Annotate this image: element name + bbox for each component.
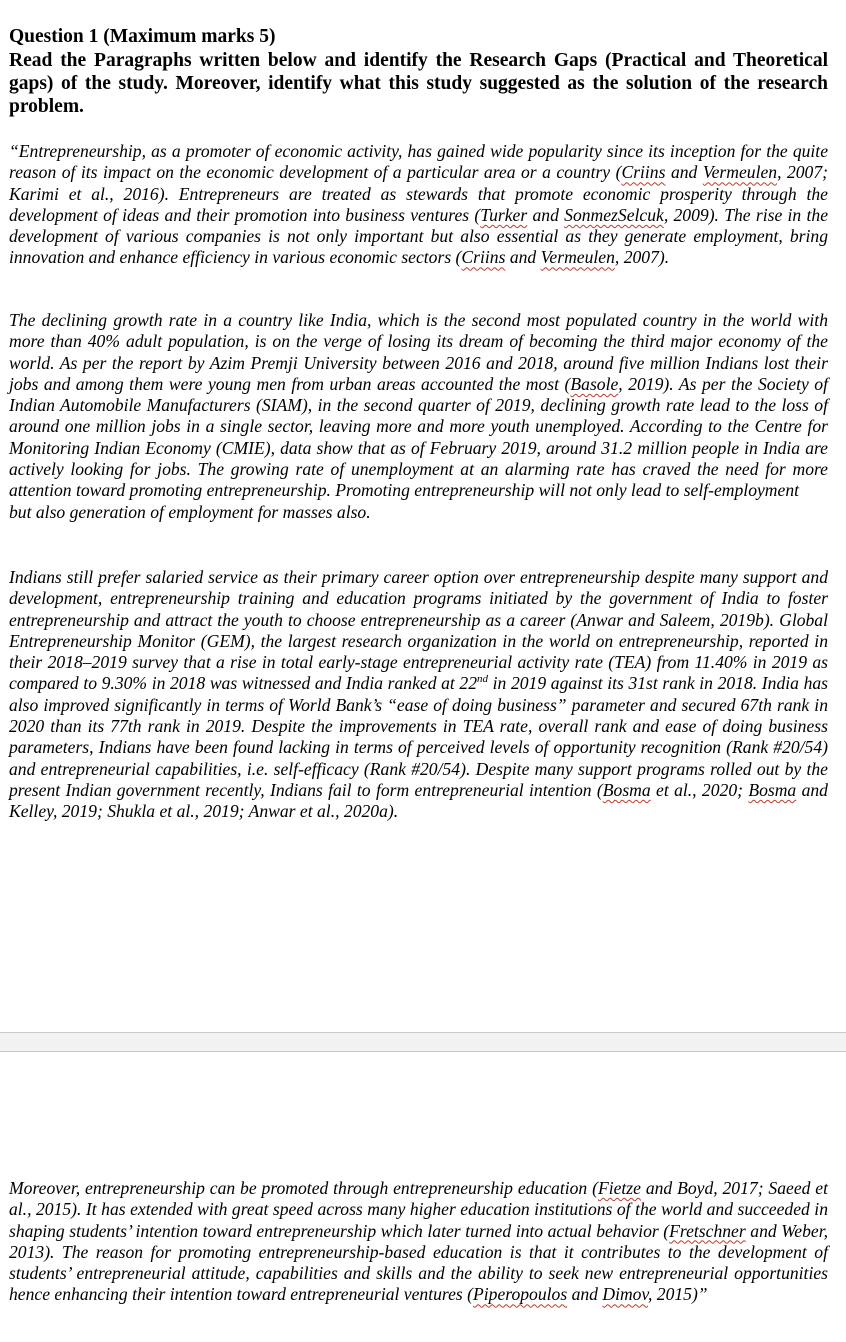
text-run: The declining growth rate in a country like India, which is the second most populated country in the world with more than 40% adult population, is on the verge of losing its dream of becoming the third major economy of the world. As per the report by Azim Premji University between 2016 and 2018, around five million Indians lost their jobs and among them were young men from urban areas accounted the most ( — [9, 310, 828, 394]
spellcheck-word: Basole — [570, 373, 619, 394]
text-run: , 2015)” — [647, 1284, 708, 1305]
paragraph-2 — [9, 310, 828, 523]
superscript: nd — [477, 673, 489, 686]
text-run: and — [505, 247, 541, 268]
spellcheck-word: Vermeulen — [540, 247, 615, 268]
spellcheck-word: SonmezSelcuk — [564, 204, 664, 225]
text-run: , 2007; Karimi et al., 2016). Entrepreneurs are treated as stewards that promote economic prosperity through the development of ideas and their promotion into business ventures ( — [9, 162, 828, 225]
text-run: , 2009). The rise in the development of various companies is not only important but also essential as they generate employment, bring innovation and enhance efficiency in various economic sectors ( — [9, 204, 828, 268]
text-run: and — [567, 1284, 603, 1305]
spellcheck-word: Criins — [621, 162, 666, 183]
spellcheck-word: Turker — [480, 204, 528, 225]
paragraph-1 — [9, 141, 828, 269]
text-run: , 2019). As per the Society of Indian Automobile Manufacturers (SIAM), in the second quarter of 2019, declining growth rate lead to the loss of around one million jobs in a single sector, leaving more and more youth unemployed. According to the Centre for Monitoring Indian Economy (CMIE), data show that as of February 2019, around 31.2 million people in India are actively looking for jobs. The growing rate of unemployment at an alarming rate has craved the need for more attention toward promoting entrepreneurship. Promoting entrepreneurship will not only lead to self-employment — [9, 373, 828, 501]
paragraph-4 — [9, 1178, 828, 1306]
spellcheck-word: Fietze — [597, 1178, 641, 1198]
spellcheck-word: Criins — [461, 247, 506, 268]
question-title: Question 1 (Maximum marks 5) — [9, 26, 276, 47]
text-run: and Weber, 2013). The reason for promoting entrepreneurship-based education is that it contributes to the development of students’ entrepreneurial attitude, capabilities and skills and the ability to seek new entrepreneurial opportunities hence enhancing their intention toward entrepreneurial ventures ( — [9, 1220, 829, 1305]
spellcheck-word: Fretschner — [669, 1220, 746, 1241]
text-run: in 2019 against its 31st rank in 2018. India has also improved significantly in terms of World Bank’s “ease of doing business” parameter and secured 67th rank in 2020 than its 77th rank in 2019. Despite the improvements in TEA rate, overall rank and ease of doing business parameters, Indians have been found lacking in terms of perceived levels of opportunity recognition (Rank #20/54) and entrepreneurial capabilities, i.e. self-efficacy (Rank #20/54). Despite many support programs rolled out by the present Indian government recently, Indians fail to form entrepreneurial intention ( — [9, 673, 829, 800]
text-run: Moreover, entrepreneurship can be promoted through entrepreneurship education ( — [9, 1178, 598, 1198]
spellcheck-word: Piperopoulos — [473, 1284, 568, 1305]
page-break — [0, 1032, 846, 1052]
text-run: et al., 2020; — [650, 779, 749, 800]
spellcheck-word: Bosma — [748, 779, 797, 800]
text-run: and Boyd, 2017; Saeed et al., 2015). It has extended with great speed across many higher education institutions of the world and succeeded in shaping students’ intention toward entrepreneurship which later turned into actual behavior ( — [9, 1178, 829, 1241]
text-run: and — [527, 204, 565, 225]
spellcheck-word: Dimov — [602, 1284, 648, 1305]
text-run: but also generation of employment for masses also. — [9, 501, 371, 522]
spellcheck-word: Bosma — [602, 779, 651, 800]
paragraph-3 — [9, 567, 828, 823]
text-run: Indians still prefer salaried service as their primary career option over entrepreneurship despite many support and development, entrepreneurship training and education programs initiated by the government of India to foster entrepreneurship and attract the youth to choose entrepreneurship as a career (Anwar and Saleem, 2019b). Global Entrepreneurship Monitor (GEM), the largest research organization in the world on entrepreneurship, reported in their 2018–2019 survey that a rise in total early-stage entrepreneurial activity rate (TEA) from 11.40% in 2019 as compared to 9.30% in 2018 was witnessed and India ranked at 22 — [9, 567, 828, 694]
spellcheck-word: Vermeulen — [702, 162, 778, 183]
text-run: , 2007). — [614, 247, 670, 268]
text-run: and — [665, 162, 703, 183]
text-run: “Entrepreneurship, as a promoter of economic activity, has gained wide popularity since its inception for the quite reason of its impact on the economic development of a particular area or a country ( — [9, 141, 828, 183]
text-run: and Kelley, 2019; Shukla et al., 2019; Anwar et al., 2020a). — [9, 779, 828, 822]
question-instruction: Read the Paragraphs written below and identify the Research Gaps (Practical and Theoretical gaps) of the study. Moreover, identify what this study suggested as the solution of the research problem. — [9, 50, 828, 117]
